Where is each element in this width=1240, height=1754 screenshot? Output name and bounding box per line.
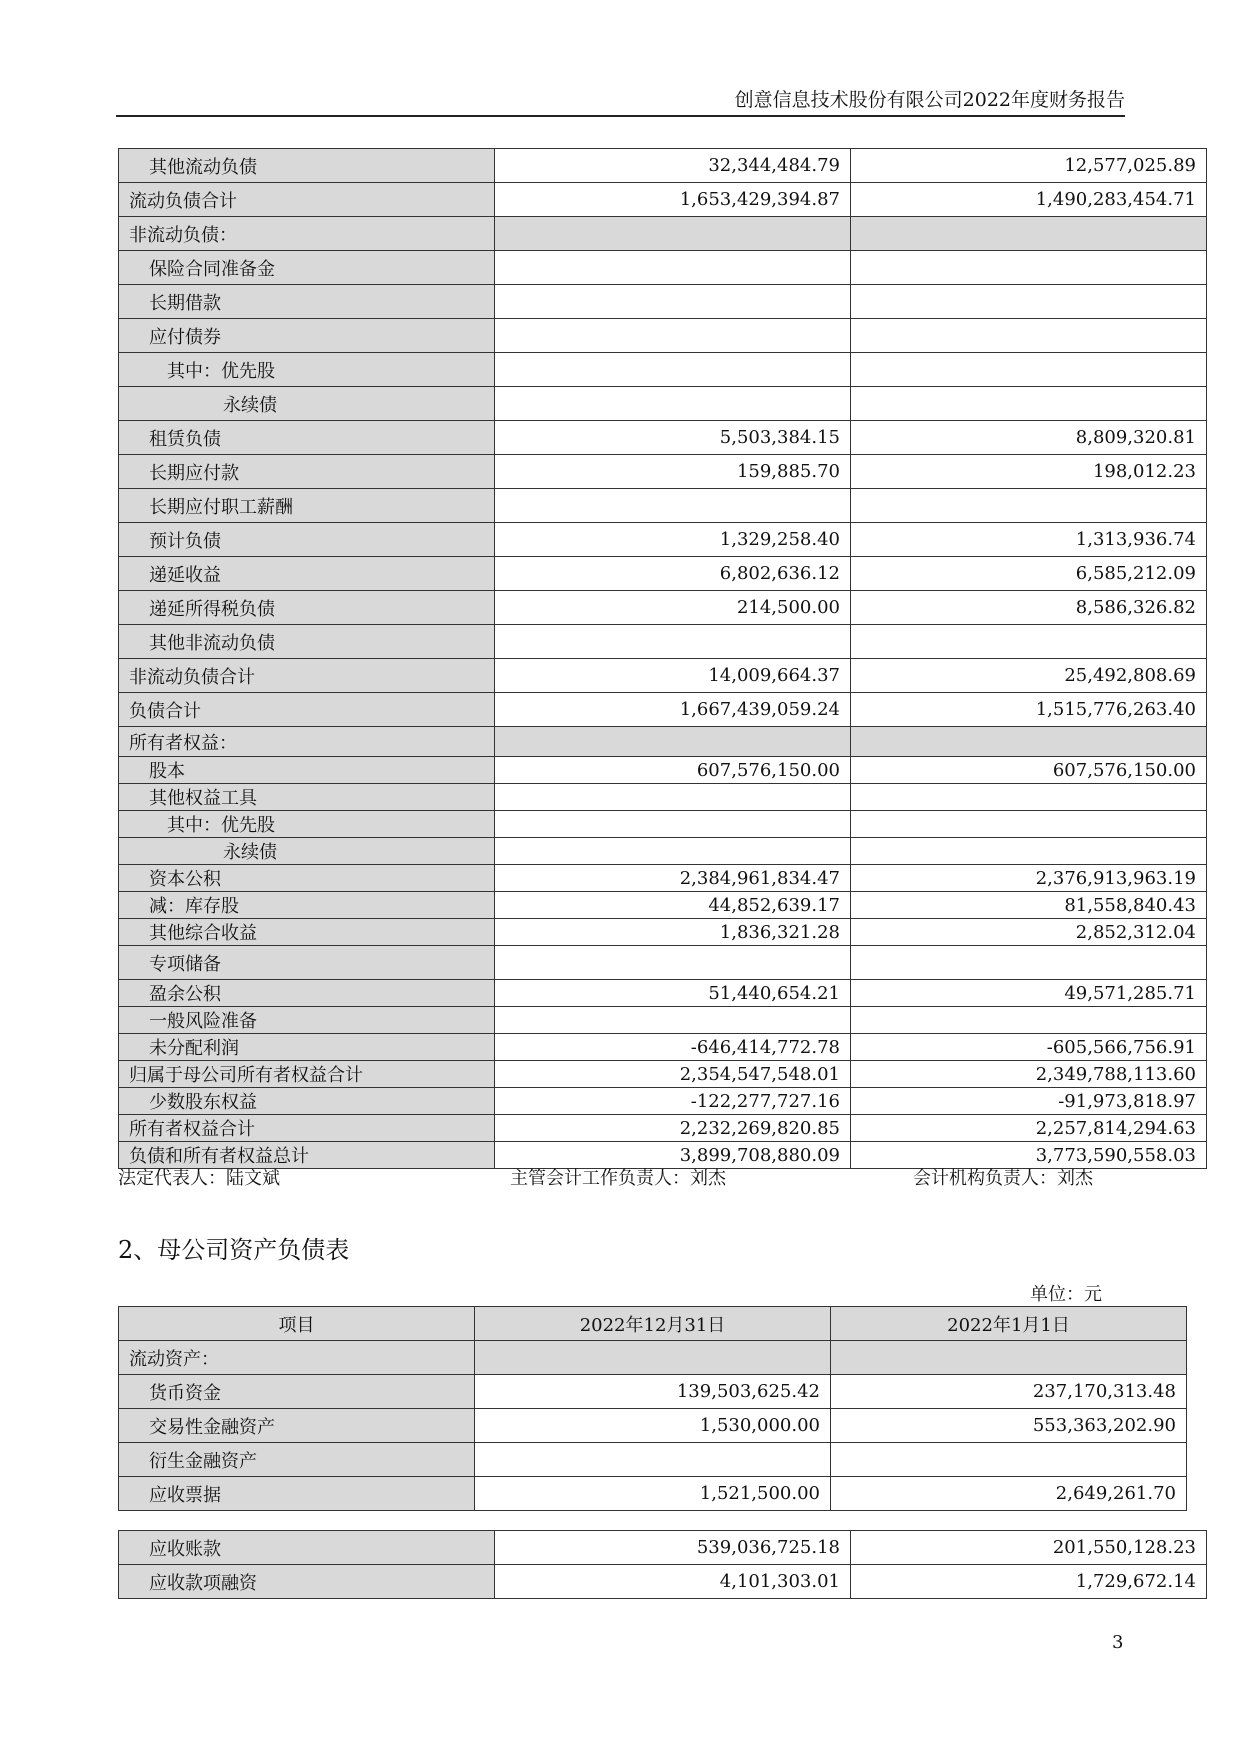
row-label: 应付债券 [119,319,495,353]
value-current [495,811,851,838]
value-current: 1,521,500.00 [475,1477,831,1511]
table-row [119,1034,1207,1061]
row-label: 货币资金 [119,1375,475,1409]
value-prior [851,625,1207,659]
value-current: 2,232,269,820.85 [495,1115,851,1142]
row-label: 归属于母公司所有者权益合计 [119,1061,495,1088]
value-prior: -91,973,818.97 [851,1088,1207,1115]
value-prior: 237,170,313.48 [831,1375,1187,1409]
value-prior: 2,257,814,294.63 [851,1115,1207,1142]
value-current: 4,101,303.01 [495,1565,851,1599]
report-header [116,88,1125,117]
parent-balance-sheet-table-continued [118,1530,1207,1599]
header-date-end: 2022年12月31日 [475,1307,831,1341]
value-prior: 1,515,776,263.40 [851,693,1207,727]
row-label: 其他非流动负债 [119,625,495,659]
table-row [119,1531,1207,1565]
table-row [119,1142,1207,1169]
row-label: 递延所得税负债 [119,591,495,625]
value-current: 1,530,000.00 [475,1409,831,1443]
value-prior [851,784,1207,811]
section-title: 2、母公司资产负债表 [118,1236,350,1264]
table-row [119,421,1207,455]
table-row [119,1375,1187,1409]
value-prior [851,387,1207,421]
row-label: 专项储备 [119,946,495,980]
table-header-row [119,1307,1187,1341]
table-row [119,625,1207,659]
table-row [119,285,1207,319]
table-row [119,946,1207,980]
value-prior: 2,649,261.70 [831,1477,1187,1511]
value-current [495,319,851,353]
value-prior: 8,809,320.81 [851,421,1207,455]
row-label: 负债合计 [119,693,495,727]
table-row [119,353,1207,387]
value-prior [851,285,1207,319]
accounting-supervisor: 主管会计工作负责人：刘杰 [510,1168,726,1189]
table-row [119,1341,1187,1375]
table-row [119,523,1207,557]
table-row [119,919,1207,946]
value-prior: 49,571,285.71 [851,980,1207,1007]
table-row [119,387,1207,421]
row-label: 交易性金融资产 [119,1409,475,1443]
table-row [119,811,1207,838]
value-prior: 201,550,128.23 [851,1531,1207,1565]
value-prior [851,489,1207,523]
row-label: 租赁负债 [119,421,495,455]
row-label: 股本 [119,757,495,784]
row-label: 流动负债合计 [119,183,495,217]
row-label: 应收票据 [119,1477,475,1511]
row-label: 资本公积 [119,865,495,892]
table-row [119,455,1207,489]
table-row [119,1088,1207,1115]
value-current: 139,503,625.42 [475,1375,831,1409]
value-prior: 2,376,913,963.19 [851,865,1207,892]
value-current: 1,667,439,059.24 [495,693,851,727]
value-prior: 81,558,840.43 [851,892,1207,919]
value-current: 607,576,150.00 [495,757,851,784]
row-label: 长期应付款 [119,455,495,489]
value-prior [851,811,1207,838]
table-row [119,1477,1187,1511]
row-label: 递延收益 [119,557,495,591]
value-prior: 1,313,936.74 [851,523,1207,557]
value-prior [831,1341,1187,1375]
value-prior: 553,363,202.90 [831,1409,1187,1443]
value-prior: 2,349,788,113.60 [851,1061,1207,1088]
table-row [119,319,1207,353]
table-row [119,892,1207,919]
value-prior: 1,490,283,454.71 [851,183,1207,217]
value-current [495,489,851,523]
row-label: 应收账款 [119,1531,495,1565]
table-row [119,1565,1207,1599]
row-label: 保险合同准备金 [119,251,495,285]
table-row [119,1061,1207,1088]
value-prior [851,251,1207,285]
value-current: -122,277,727.16 [495,1088,851,1115]
value-current [475,1443,831,1477]
value-prior [851,838,1207,865]
row-label: 少数股东权益 [119,1088,495,1115]
value-prior: -605,566,756.91 [851,1034,1207,1061]
table-row [119,557,1207,591]
table-row [119,865,1207,892]
row-label: 衍生金融资产 [119,1443,475,1477]
value-prior: 1,729,672.14 [851,1565,1207,1599]
row-label: 长期应付职工薪酬 [119,489,495,523]
table-row [119,659,1207,693]
header-date-start: 2022年1月1日 [831,1307,1187,1341]
row-label: 一般风险准备 [119,1007,495,1034]
value-prior [831,1443,1187,1477]
row-label: 流动资产： [119,1341,475,1375]
table-row [119,251,1207,285]
row-label: 其中：优先股 [119,353,495,387]
table-row [119,217,1207,251]
value-current: 1,836,321.28 [495,919,851,946]
value-current: 6,802,636.12 [495,557,851,591]
table-row [119,838,1207,865]
value-prior: 2,852,312.04 [851,919,1207,946]
table-row [119,1007,1207,1034]
row-label: 未分配利润 [119,1034,495,1061]
table-row [119,591,1207,625]
value-current: 539,036,725.18 [495,1531,851,1565]
table-row [119,1115,1207,1142]
unit-label: 单位：元 [1030,1284,1102,1305]
value-current [495,217,851,251]
value-current: 5,503,384.15 [495,421,851,455]
value-prior: 607,576,150.00 [851,757,1207,784]
table-row [119,1443,1187,1477]
row-label: 其中：优先股 [119,811,495,838]
value-current: 2,384,961,834.47 [495,865,851,892]
row-label: 负债和所有者权益总计 [119,1142,495,1169]
value-prior [851,1007,1207,1034]
legal-representative: 法定代表人：陆文斌 [118,1168,280,1189]
row-label: 其他综合收益 [119,919,495,946]
value-prior [851,946,1207,980]
row-label: 永续债 [119,387,495,421]
value-current: 14,009,664.37 [495,659,851,693]
table-row [119,727,1207,757]
value-prior: 3,773,590,558.03 [851,1142,1207,1169]
accounting-agency-head: 会计机构负责人：刘杰 [913,1168,1093,1189]
row-label: 所有者权益： [119,727,495,757]
table-row [119,1409,1187,1443]
value-current [495,784,851,811]
table-row [119,183,1207,217]
row-label: 其他流动负债 [119,149,495,183]
value-current [495,387,851,421]
value-current [495,285,851,319]
liabilities-equity-table [118,148,1207,1169]
value-current [495,1007,851,1034]
header-item: 项目 [119,1307,475,1341]
row-label: 所有者权益合计 [119,1115,495,1142]
table-row [119,980,1207,1007]
value-prior [851,319,1207,353]
table-row [119,489,1207,523]
value-current: 51,440,654.21 [495,980,851,1007]
row-label: 其他权益工具 [119,784,495,811]
value-current [495,727,851,757]
parent-balance-sheet-table [118,1306,1187,1511]
page-number: 3 [1112,1632,1124,1653]
value-prior: 8,586,326.82 [851,591,1207,625]
value-current [475,1341,831,1375]
table-row [119,757,1207,784]
row-label: 盈余公积 [119,980,495,1007]
value-current [495,838,851,865]
value-prior: 25,492,808.69 [851,659,1207,693]
value-current: 1,329,258.40 [495,523,851,557]
row-label: 长期借款 [119,285,495,319]
value-current: 3,899,708,880.09 [495,1142,851,1169]
value-current: 32,344,484.79 [495,149,851,183]
value-current [495,251,851,285]
table-row [119,693,1207,727]
value-current [495,625,851,659]
row-label: 应收款项融资 [119,1565,495,1599]
value-current: -646,414,772.78 [495,1034,851,1061]
value-current: 2,354,547,548.01 [495,1061,851,1088]
value-prior: 6,585,212.09 [851,557,1207,591]
value-current: 214,500.00 [495,591,851,625]
row-label: 永续债 [119,838,495,865]
row-label: 非流动负债合计 [119,659,495,693]
row-label: 减：库存股 [119,892,495,919]
value-prior: 198,012.23 [851,455,1207,489]
row-label: 非流动负债： [119,217,495,251]
value-prior [851,727,1207,757]
row-label: 预计负债 [119,523,495,557]
value-current: 159,885.70 [495,455,851,489]
value-prior [851,217,1207,251]
value-current: 44,852,639.17 [495,892,851,919]
table-row [119,784,1207,811]
report-header-title: 创意信息技术股份有限公司2022年度财务报告 [734,89,1125,111]
value-current [495,946,851,980]
value-prior: 12,577,025.89 [851,149,1207,183]
value-current [495,353,851,387]
value-current: 1,653,429,394.87 [495,183,851,217]
value-prior [851,353,1207,387]
table-row [119,149,1207,183]
